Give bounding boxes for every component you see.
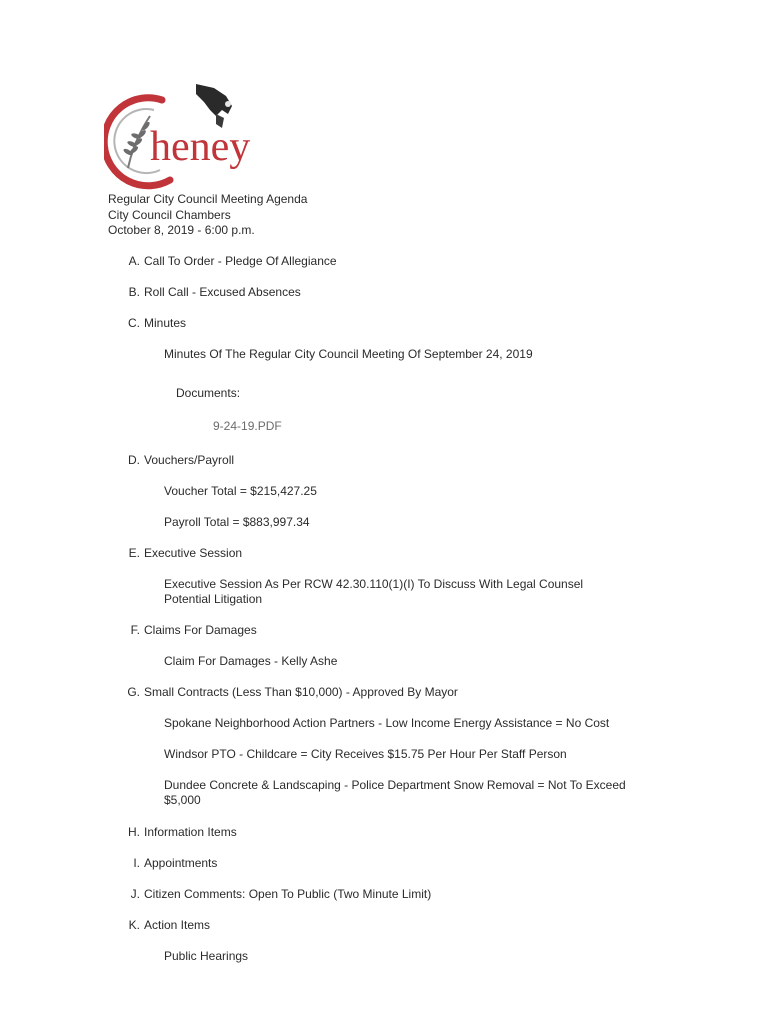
contract-dundee-line1: Dundee Concrete & Landscaping - Police Department Snow Removal = Not To Exceed bbox=[164, 778, 626, 792]
public-hearings: Public Hearings bbox=[164, 949, 249, 963]
voucher-total: Voucher Total = $215,427.25 bbox=[164, 484, 317, 498]
contract-snap: Spokane Neighborhood Action Partners - Low Income Energy Assistance = No Cost bbox=[164, 716, 610, 730]
city-logo bbox=[104, 80, 264, 192]
meeting-title: Regular City Council Meeting Agenda bbox=[108, 192, 308, 206]
executive-session-detail-line2: Potential Litigation bbox=[164, 592, 263, 606]
claim-detail: Claim For Damages - Kelly Ashe bbox=[164, 654, 338, 668]
contract-dundee-line2: $5,000 bbox=[164, 793, 201, 807]
contract-windsor-pto: Windsor PTO - Childcare = City Receives $15.75 Per Hour Per Staff Person bbox=[164, 747, 567, 761]
payroll-total: Payroll Total = $883,997.34 bbox=[164, 515, 310, 529]
documents-label: Documents: bbox=[176, 386, 241, 400]
meeting-location: City Council Chambers bbox=[108, 207, 231, 222]
svg-text:heney: heney bbox=[150, 124, 251, 170]
minutes-sub-item: Minutes Of The Regular City Council Meeting Of September 24, 2019 bbox=[164, 347, 533, 361]
document-link-9-24-19[interactable]: 9-24-19.PDF bbox=[213, 419, 282, 433]
meeting-date: October 8, 2019 - 6:00 p.m. bbox=[108, 223, 255, 237]
executive-session-detail-line1: Executive Session As Per RCW 42.30.110(1)(I) To Discuss With Legal Counsel bbox=[164, 577, 584, 591]
eagle-wheat-logo-icon bbox=[104, 80, 264, 192]
agenda-header bbox=[108, 192, 307, 239]
